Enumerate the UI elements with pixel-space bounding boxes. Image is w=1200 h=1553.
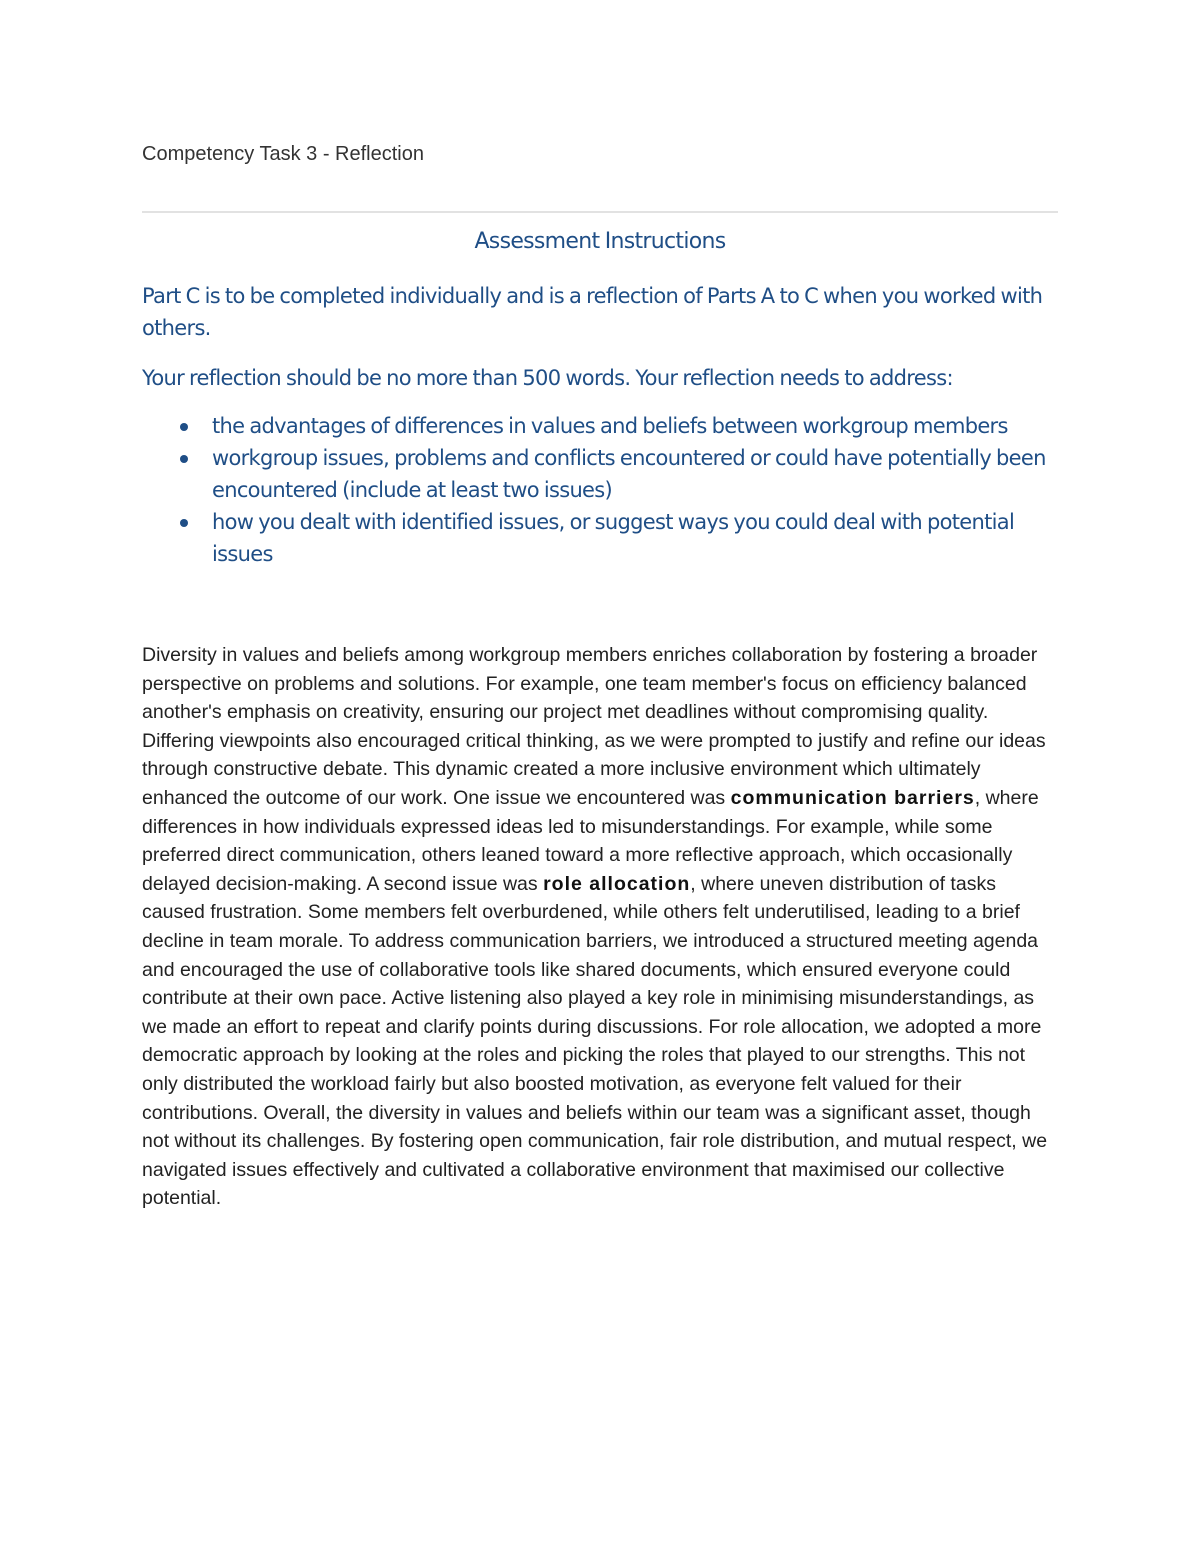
reflection-text: , where uneven distribution of tasks caused frustration. Some members felt overburdened, while others felt underutilised, leading to a brief decline in team morale. To address communication barriers, we introduced a structured meeting agenda and encouraged the use of collaborative tools like shared documents, which ensured everyone could contribute at their own pace. Active listening also played a key role in minimising misunderstandings, as we made an effort to repeat and clarify points during discussions. For role allocation, we adopted a more democratic approach by looking at the roles and picking the roles that played to our strengths. This not only distributed the workload fairly but also boosted motivation, as everyone felt valued for their contributions. Overall, the diversity in values and beliefs within our team was a significant asset, though not without its challenges. By fostering open communication, fair role distribution, and mutual respect, we navigated issues effectively and cultivated a collaborative environment that maximised our collective potential.	[142, 872, 1048, 1210]
instructions-bullet-item	[142, 442, 1058, 506]
instructions-paragraph-1: Part C is to be completed individually and is a reflection of Parts A to C when you worked with others.	[142, 284, 1043, 340]
bullet-text: the advantages of differences in values and beliefs between workgroup members	[212, 414, 1008, 438]
assessment-instructions	[142, 226, 1058, 570]
instructions-bullet-item	[142, 506, 1058, 570]
bullet-text: workgroup issues, problems and conflicts encountered or could have potentially been encountered (include at least two issues)	[212, 446, 1046, 502]
instructions-heading: Assessment Instructions	[474, 229, 726, 254]
instructions-bullet-list	[142, 410, 1058, 570]
bullet-text: how you dealt with identified issues, or suggest ways you could deal with potential issues	[212, 510, 1015, 566]
instructions-paragraph-2: Your reflection should be no more than 500 words. Your reflection needs to address:	[142, 366, 953, 390]
horizontal-rule	[142, 211, 1058, 213]
bold-term-role-allocation: role allocation	[543, 872, 691, 895]
reflection-text: , where differences in how individuals expressed ideas led to misunderstandings. For example, while some preferred direct communication, others leaned toward a more reflective approach, which occasionally delayed decision-making. A second issue was	[142, 786, 1039, 895]
bullet-dot-icon	[180, 423, 188, 431]
bold-term-communication-barriers: communication barriers	[730, 786, 975, 809]
bullet-dot-icon	[180, 519, 188, 527]
document-title: Competency Task 3 - Reflection	[142, 143, 424, 165]
instructions-bullet-item	[142, 410, 1058, 442]
reflection-body	[142, 641, 1058, 1213]
reflection-text: Diversity in values and beliefs among workgroup members enriches collaboration by fostering a broader perspective on problems and solutions. For example, one team member's focus on efficiency balanced another's emphasis on creativity, ensuring our project met deadlines without compromising quality. Differing viewpoints also encouraged critical thinking, as we were prompted to justify and refine our ideas through constructive debate. This dynamic created a more inclusive environment which ultimately enhanced the outcome of our work. One issue we encountered was	[142, 644, 1046, 809]
bullet-dot-icon	[180, 455, 188, 463]
